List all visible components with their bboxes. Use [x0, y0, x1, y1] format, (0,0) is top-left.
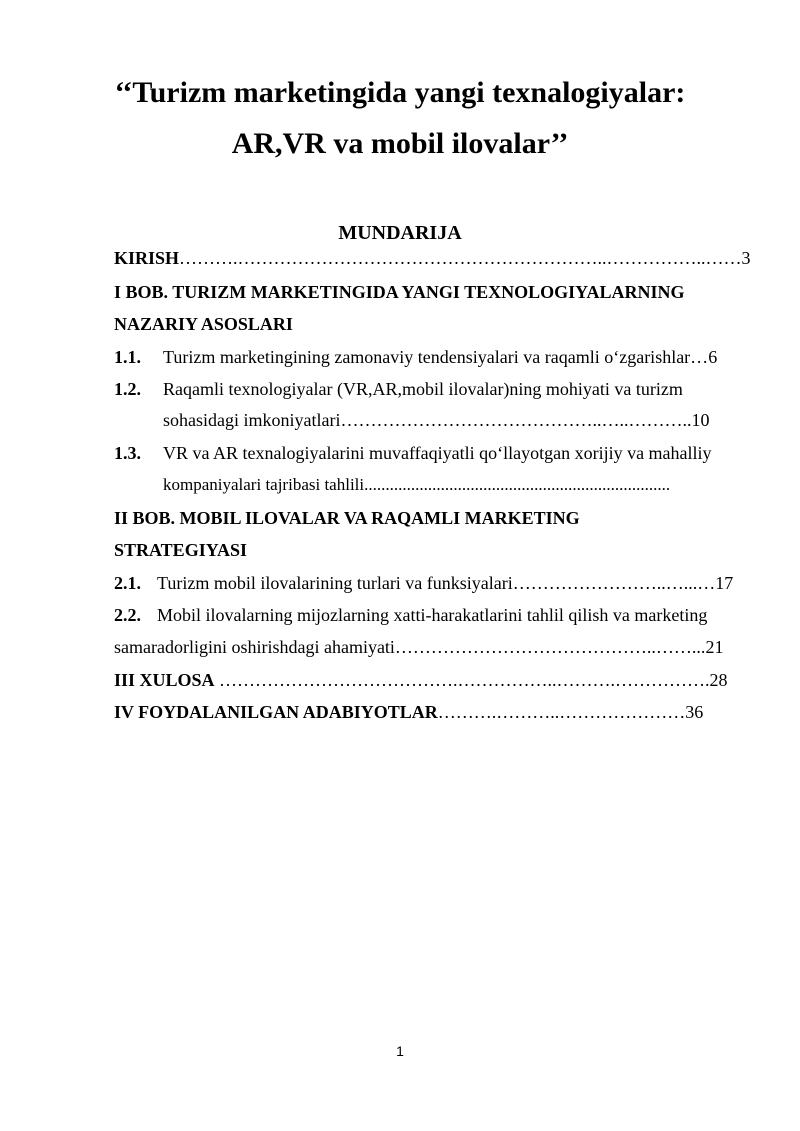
toc-entry-xulosa [114, 669, 744, 691]
toc-section-number: 1.2. [114, 379, 141, 399]
toc-entry-2-2 [114, 604, 744, 626]
toc-leader-dots: ……….……………………………………………………..……………..…… [179, 248, 742, 268]
toc-page-number: 6 [708, 347, 718, 367]
toc-entry-text: Mobil ilovalarning mijozlarning xatti-harakatlarini tahlil qilish va marketing [157, 605, 708, 625]
toc-entry-2-2-cont [114, 636, 744, 658]
toc-chapter2-line2: STRATEGIYASI [114, 540, 248, 560]
toc-entry-text: sohasidagi imkoniyatlari……………………………………..…..……….. [163, 410, 692, 430]
toc-leader-dots: ……….………..………………… [437, 702, 686, 722]
toc-entry-text: Turizm mobil ilovalarining turlari va funksiyalari……………………..…...… [157, 573, 716, 593]
toc-entry-1-3 [114, 442, 744, 464]
toc-entry-kirish [114, 247, 751, 269]
toc-page-number: 36 [685, 702, 704, 722]
toc-entry-2-1 [114, 572, 744, 594]
toc-page-number: 21 [705, 637, 724, 657]
toc-section-number: 2.2. [114, 605, 141, 625]
toc-chapter1-line2: NAZARIY ASOSLARI [114, 314, 293, 334]
toc-entry-adabiyotlar [114, 701, 744, 723]
toc-page-number: 3 [741, 248, 751, 268]
toc-section-number: 1.1. [114, 347, 141, 367]
toc-leader-dots: ………………………………….……………..……….……………. [214, 670, 710, 690]
document-title-line1: ‘‘Turizm marketingida yangi texnalogiyalar: [114, 76, 686, 109]
toc-entry-text: VR va AR texnalogiyalarini muvaffaqiyatli qo‘llayotgan xorijiy va mahalliy [163, 443, 712, 463]
toc-entry-label: IV FOYDALANILGAN ADABIYOTLAR [114, 702, 438, 722]
toc-entry-text: Turizm marketingining zamonaviy tendensiyalari va raqamli o‘zgarishlar… [163, 347, 709, 367]
toc-entry-text: Raqamli texnologiyalar (VR,AR,mobil ilovalar)ning mohiyati va turizm [163, 379, 683, 399]
toc-page-number: 17 [715, 573, 734, 593]
toc-section-number: 2.1. [114, 573, 141, 593]
page-number: 1 [396, 1043, 404, 1059]
toc-entry-text: samaradorligini oshirishdagi ahamiyati……………………………………..……... [114, 637, 706, 657]
toc-entry-1-2-cont [163, 409, 743, 431]
toc-entry-1-1 [114, 346, 744, 368]
toc-entry-label: KIRISH [114, 248, 180, 268]
toc-entry-label: III XULOSA [114, 670, 215, 690]
toc-section-number: 1.3. [114, 443, 141, 463]
toc-page-number: 28 [709, 670, 728, 690]
toc-entry-1-2 [114, 378, 744, 400]
toc-chapter2-line1: II BOB. MOBIL ILOVALAR VA RAQAMLI MARKETING [114, 508, 580, 528]
toc-page-number: 10 [691, 410, 710, 430]
toc-entry-1-3-cont: kompaniyalari tajribasi tahlili........................................................................ [163, 475, 671, 494]
document-title-line2: AR,VR va mobil ilovalar’’ [231, 127, 569, 160]
toc-heading: MUNDARIJA [338, 222, 462, 244]
toc-chapter1-line1: I BOB. TURIZM MARKETINGIDA YANGI TEXNOLOGIYALARNING [114, 282, 685, 302]
